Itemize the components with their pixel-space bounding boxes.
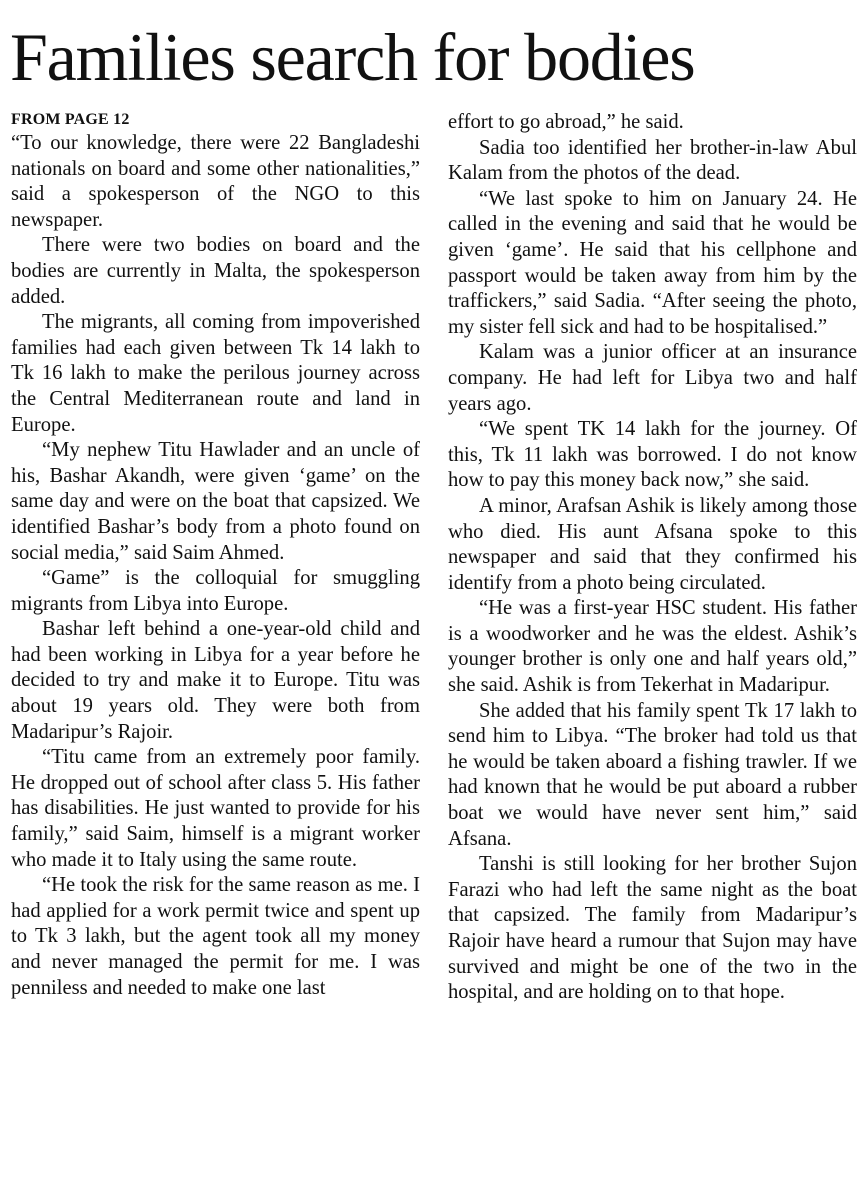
paragraph: Sadia too identified her brother-in-law Abul Kalam from the photos of the dead. [448, 136, 857, 185]
paragraph: “Titu came from an extremely poor family. He dropped out of school after class 5. His father has disabilities. He just wanted to provide for his family,” said Saim, himself is a migrant worker who made it to Italy using the same route. [11, 746, 420, 871]
paragraph: “He was a first-year HSC student. His father is a woodworker and he was the eldest. Ashik’s younger brother is only one and half years old,” she said. Ashik is from Tekerhat in Madaripur. [448, 597, 857, 697]
paragraph-continued: effort to go abroad,” he said. [448, 111, 684, 133]
continued-from-label: FROM PAGE 12 [11, 111, 130, 128]
paragraph: There were two bodies on board and the bodies are currently in Malta, the spokesperson added. [11, 234, 420, 308]
paragraph: “To our knowledge, there were 22 Bangladeshi nationals on board and some other nationalities,” said a spokesperson of the NGO to this newspaper. [11, 132, 420, 231]
paragraph: The migrants, all coming from impoverished families had each given between Tk 14 lakh to Tk 16 lakh to make the perilous journey across the Central Mediterranean route and land in Europe. [11, 311, 420, 436]
article-column-right [448, 110, 857, 1006]
paragraph: “We spent TK 14 lakh for the journey. Of this, Tk 11 lakh was borrowed. I do not know how to pay this money back now,” she said. [448, 418, 857, 492]
paragraph: A minor, Arafsan Ashik is likely among those who died. His aunt Afsana spoke to this newspaper and said that they confirmed his identify from a photo being circulated. [448, 494, 857, 594]
headline: Families search for bodies [10, 19, 695, 95]
paragraph: “He took the risk for the same reason as me. I had applied for a work permit twice and spent up to Tk 3 lakh, but the agent took all my money and never managed the permit for me. I was penniless and needed to make one last [11, 874, 420, 999]
paragraph: “My nephew Titu Hawlader and an uncle of his, Bashar Akandh, were given ‘game’ on the same day and were on the boat that capsized. We identified Bashar’s body from a photo found on social media,” said Saim Ahmed. [11, 439, 420, 564]
article-column-left [11, 109, 420, 1001]
paragraph: “Game” is the colloquial for smuggling migrants from Libya into Europe. [11, 567, 420, 615]
paragraph: “We last spoke to him on January 24. He called in the evening and said that he would be given ‘game’. He said that his cellphone and passport would be taken away from him by the traffickers,” said Sadia. “After seeing the photo, my sister fell sick and had to be hospitalised.” [448, 187, 857, 338]
paragraph: Kalam was a junior officer at an insurance company. He had left for Libya two and half years ago. [448, 341, 857, 415]
paragraph: Tanshi is still looking for her brother Sujon Farazi who had left the same night as the boat that capsized. The family from Madaripur’s Rajoir have heard a rumour that Sujon may have survived and might be one of the two in the hospital, and are holding on to that hope. [448, 853, 857, 1004]
paragraph: She added that his family spent Tk 17 lakh to send him to Libya. “The broker had told us that he would be taken aboard a fishing trawler. If we had known that he would be put aboard a rubber boat we would have never sent him,” said Afsana. [448, 699, 857, 850]
paragraph: Bashar left behind a one-year-old child and had been working in Libya for a year before he decided to try and make it to Europe. Titu was about 19 years old. They were both from Madaripur’s Rajoir. [11, 618, 420, 743]
